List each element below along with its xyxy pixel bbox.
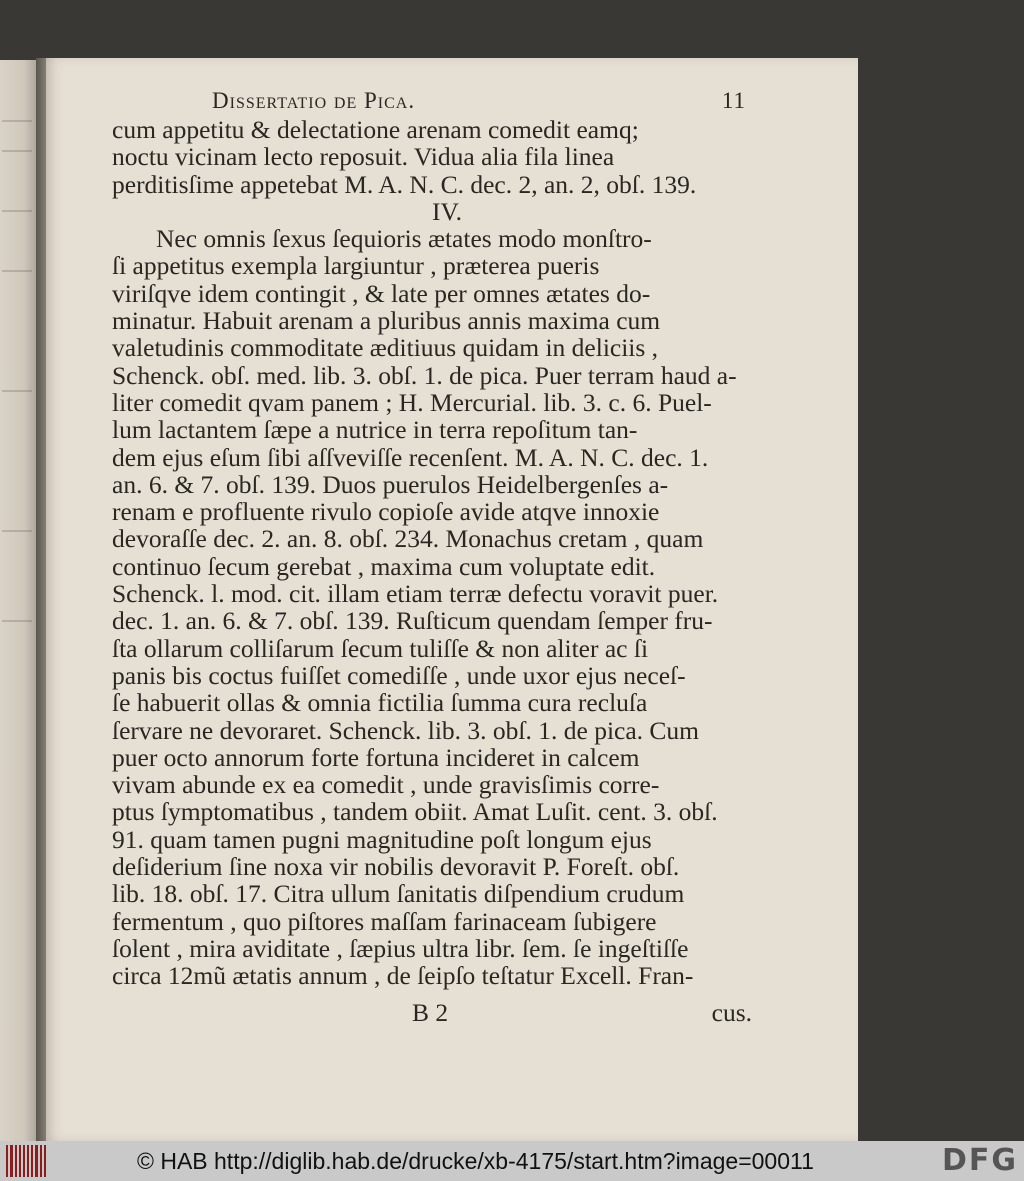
- text-line: valetudinis commoditate æditiuus quidam in deliciis ,: [112, 333, 659, 363]
- text-line: vivam abunde ex ea comedit , unde gravisſimis corre-: [112, 770, 660, 800]
- page-text: [112, 86, 752, 1027]
- text-line: ptus ſymptomatibus , tandem obiit. Amat Luſit. cent. 3. obſ.: [112, 797, 718, 827]
- text-line: devoraſſe dec. 2. an. 8. obſ. 234. Monachus cretam , quam: [112, 524, 704, 554]
- running-title: Dissertatio de Pica.: [212, 88, 416, 113]
- text-line: puer octo annorum forte fortuna incideret in calcem: [112, 742, 640, 772]
- text-line: Schenck. l. mod. cit. illam etiam terræ defectu voravit puer.: [112, 579, 719, 609]
- text-line: Nec omnis ſexus ſequioris ætates modo monſtro-: [156, 224, 652, 254]
- text-line: cum appetitu & delectatione arenam comedit eamq;: [112, 115, 639, 144]
- text-line: dem ejus eſum ſibi aſſveviſſe recenſent. M. A. N. C. dec. 1.: [112, 442, 709, 472]
- text-line: 91. quam tamen pugni magnitudine poſt longum ejus: [112, 824, 652, 854]
- copyright-url-text[interactable]: © HAB http://diglib.hab.de/drucke/xb-4175/start.htm?image=00011: [137, 1148, 814, 1174]
- viewer-footer-bar: [0, 1141, 1024, 1181]
- text-lines-body: [112, 225, 752, 989]
- text-line: panis bis coctus fuiſſet comediſſe , unde uxor ejus neceſ-: [112, 660, 686, 690]
- hab-logo-icon[interactable]: [6, 1145, 46, 1177]
- page-footer: [112, 998, 752, 1028]
- text-line: viriſqve idem contingit , & late per omnes ætates do-: [112, 278, 651, 308]
- text-line: fermentum , quo piſtores maſſam farinaceam ſubigere: [112, 906, 657, 936]
- text-line: liter comedit qvam panem ; H. Mercurial. lib. 3. c. 6. Puel-: [112, 387, 712, 417]
- text-line: ſolent , mira aviditate , ſæpius ultra libr. ſem. ſe ingeſtiſſe: [112, 933, 689, 963]
- text-line: deſiderium ſine noxa vir nobilis devoravit P. Foreſt. obſ.: [112, 852, 680, 882]
- text-line: lib. 18. obſ. 17. Citra ullum ſanitatis diſpendium crudum: [112, 879, 685, 909]
- text-line: ſe habuerit ollas & omnia fictilia ſumma cura recluſa: [112, 688, 648, 718]
- text-line: dec. 1. an. 6. & 7. obſ. 139. Ruſticum quendam ſemper fru-: [112, 606, 713, 636]
- catchword: cus.: [711, 998, 752, 1027]
- text-lines-top: [112, 116, 752, 198]
- text-line: circa 12mũ ætatis annum , de ſeipſo teſtatur Excell. Fran-: [112, 961, 694, 991]
- facing-page-edge: [0, 60, 40, 1141]
- signature-mark: B 2: [412, 998, 449, 1027]
- text-line: perditisſime appetebat M. A. N. C. dec. 2, an. 2, obſ. 139.: [112, 169, 697, 199]
- text-line: ſi appetitus exempla largiuntur , præterea pueris: [112, 251, 600, 281]
- page-number: 11: [721, 88, 746, 113]
- section-heading: IV.: [432, 196, 462, 226]
- text-line: lum lactantem ſæpe a nutrice in terra repoſitum tan-: [112, 415, 638, 445]
- text-line: noctu vicinam lecto reposuit. Vidua alia fila linea: [112, 142, 615, 172]
- text-line: renam e profluente rivulo copioſe avide atqve innoxie: [112, 497, 660, 527]
- text-line: an. 6. & 7. obſ. 139. Duos puerulos Heidelbergenſes a-: [112, 469, 669, 499]
- text-line: ſta ollarum colliſarum ſecum tuliſſe & non aliter ac ſi: [112, 633, 649, 663]
- text-line: continuo ſecum gerebat , maxima cum voluptate edit.: [112, 551, 656, 581]
- text-line: Schenck. obſ. med. lib. 3. obſ. 1. de pica. Puer terram haud a-: [112, 360, 737, 390]
- text-line: minatur. Habuit arenam a pluribus annis maxima cum: [112, 306, 661, 336]
- dfg-logo[interactable]: DFG: [941, 1143, 1018, 1178]
- running-header: [112, 86, 752, 116]
- text-line: ſervare ne devoraret. Schenck. lib. 3. obſ. 1. de pica. Cum: [112, 715, 700, 745]
- book-page: [46, 58, 858, 1141]
